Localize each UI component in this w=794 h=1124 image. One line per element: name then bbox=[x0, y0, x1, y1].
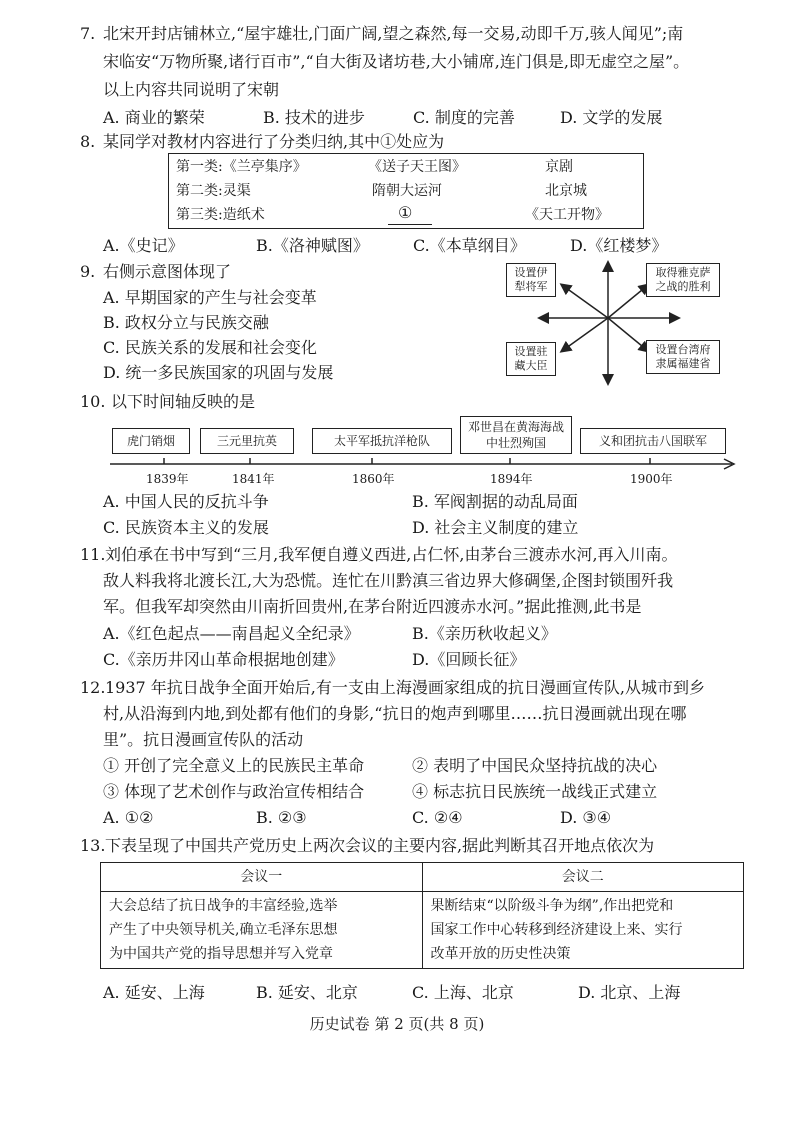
question-text: 某同学对教材内容进行了分类归纳,其中①处应为 bbox=[103, 132, 445, 151]
question-number: 12. bbox=[80, 678, 106, 697]
timeline-event: 虎门销烟 bbox=[112, 428, 190, 454]
option-c: C. 制度的完善 bbox=[413, 108, 515, 127]
option-d: D. 统一多民族国家的巩固与发展 bbox=[103, 363, 334, 382]
option-a: A. 早期国家的产生与社会变革 bbox=[103, 288, 317, 307]
question-number: 10. bbox=[80, 392, 106, 411]
timeline-year: 1860年 bbox=[352, 472, 395, 486]
diagram-node-tibet-minister: 设置驻藏大臣 bbox=[506, 342, 556, 376]
question-text: 以上内容共同说明了宋朝 bbox=[103, 80, 280, 99]
option-d: D.《红楼梦》 bbox=[570, 236, 668, 255]
diagram-node-ili-general: 设置伊犁将军 bbox=[506, 263, 556, 297]
arrow-bottom-right bbox=[608, 318, 648, 351]
category-cell: 隋朝大运河 bbox=[372, 183, 442, 199]
timeline-event: 太平军抵抗洋枪队 bbox=[312, 428, 452, 454]
option-d: D. ③④ bbox=[560, 808, 612, 827]
option-a: A.《史记》 bbox=[103, 236, 184, 255]
option-c: C.《亲历井冈山革命根据地创建》 bbox=[103, 650, 344, 669]
table-header: 会议一 bbox=[101, 863, 423, 892]
option-b: B. 政权分立与民族交融 bbox=[103, 313, 269, 332]
timeline-event: 义和团抗击八国联军 bbox=[580, 428, 726, 454]
category-cell: 第一类:《兰亭集序》 bbox=[176, 159, 307, 175]
option-d: D. 文学的发展 bbox=[560, 108, 663, 127]
meeting-1-content bbox=[101, 892, 423, 969]
question-text: 村,从沿海到内地,到处都有他们的身影,“抗日的炮声到哪里……抗日漫画就出现在哪 bbox=[103, 704, 687, 723]
blank-underline bbox=[388, 224, 432, 225]
statement-3: ③ 体现了艺术创作与政治宣传相结合 bbox=[103, 782, 365, 801]
arrow-top-right bbox=[608, 285, 648, 318]
question-text: 刘伯承在书中写到“三月,我军便自遵义西进,占仁怀,由茅台三渡赤水河,再入川南。 bbox=[105, 545, 678, 564]
question-number: 11. bbox=[80, 545, 106, 564]
cell-line: 果断结束“以阶级斗争为纲”,作出把党和 bbox=[430, 898, 674, 914]
timeline-year: 1894年 bbox=[490, 472, 533, 486]
option-a: A. 商业的繁荣 bbox=[103, 108, 205, 127]
option-b: B. 军阀割据的动乱局面 bbox=[412, 492, 578, 511]
timeline-year: 1841年 bbox=[232, 472, 275, 486]
option-d: D. 社会主义制度的建立 bbox=[412, 518, 579, 537]
timeline-year: 1839年 bbox=[146, 472, 189, 486]
category-cell: 《天工开物》 bbox=[525, 207, 609, 223]
timeline-event: 三元里抗英 bbox=[200, 428, 294, 454]
blank-marker: ① bbox=[398, 203, 413, 222]
option-b: B.《洛神赋图》 bbox=[256, 236, 369, 255]
option-b: B. 技术的进步 bbox=[263, 108, 365, 127]
question-text: 敌人料我将北渡长江,大为恐慌。连忙在川黔滇三省边界大修碉堡,企图封锁围歼我 bbox=[103, 571, 674, 590]
option-a: A. 中国人民的反抗斗争 bbox=[103, 492, 269, 511]
category-cell: 《送子天王图》 bbox=[368, 159, 466, 175]
option-b: B.《亲历秋收起义》 bbox=[412, 624, 557, 643]
statement-2: ② 表明了中国民众坚持抗战的决心 bbox=[412, 756, 658, 775]
question-number: 8. bbox=[80, 132, 96, 151]
option-c: C.《本草纲目》 bbox=[413, 236, 526, 255]
timeline-event: 邓世昌在黄海海战中壮烈殉国 bbox=[460, 416, 572, 454]
question-text: 右侧示意图体现了 bbox=[103, 262, 232, 281]
question-text: 北宋开封店铺林立,“屋宇雄壮,门面广阔,望之森然,每一交易,动即千万,骇人闻见”;南 bbox=[103, 24, 684, 43]
option-a: A. ①② bbox=[103, 808, 154, 827]
option-c: C. 上海、北京 bbox=[412, 983, 514, 1002]
cell-line: 大会总结了抗日战争的丰富经验,选举 bbox=[109, 898, 338, 914]
question-number: 9. bbox=[80, 262, 96, 281]
category-cell: 第二类:灵渠 bbox=[176, 183, 251, 199]
option-b: B. 延安、北京 bbox=[256, 983, 358, 1002]
option-b: B. ②③ bbox=[256, 808, 307, 827]
meetings-table bbox=[100, 862, 744, 969]
cell-line: 改革开放的历史性决策 bbox=[430, 946, 571, 962]
category-cell: 第三类:造纸术 bbox=[176, 207, 265, 223]
option-d: D.《回顾长征》 bbox=[412, 650, 526, 669]
arrow-top-left bbox=[562, 285, 608, 318]
option-a: A.《红色起点——南昌起义全纪录》 bbox=[103, 624, 360, 643]
question-text: 下表呈现了中国共产党历史上两次会议的主要内容,据此判断其召开地点依次为 bbox=[105, 836, 655, 855]
category-cell: 北京城 bbox=[545, 183, 587, 199]
option-d: D. 北京、上海 bbox=[578, 983, 681, 1002]
statement-1: ① 开创了完全意义上的民族民主革命 bbox=[103, 756, 365, 775]
diagram-node-yaksa-victory: 取得雅克萨之战的胜利 bbox=[646, 263, 720, 297]
statement-4: ④ 标志抗日民族统一战线正式建立 bbox=[412, 782, 658, 801]
cell-line: 为中国共产党的指导思想并写入党章 bbox=[109, 946, 333, 962]
timeline-year: 1900年 bbox=[630, 472, 673, 486]
category-cell: 京剧 bbox=[545, 159, 573, 175]
diagram-node-taiwan-prefecture: 设置台湾府隶属福建省 bbox=[646, 340, 720, 374]
option-a: A. 延安、上海 bbox=[103, 983, 205, 1002]
question-text: 以下时间轴反映的是 bbox=[111, 392, 256, 411]
question-text: 军。但我军却突然由川南折回贵州,在茅台附近四渡赤水河。”据此推测,此书是 bbox=[103, 597, 642, 616]
arrow-bottom-left bbox=[562, 318, 608, 351]
question-text: 里”。抗日漫画宣传队的活动 bbox=[103, 730, 304, 749]
option-c: C. 民族资本主义的发展 bbox=[103, 518, 269, 537]
table-header: 会议二 bbox=[422, 863, 744, 892]
cell-line: 产生了中央领导机关,确立毛泽东思想 bbox=[109, 922, 338, 938]
question-number: 7. bbox=[80, 24, 96, 43]
question-text: 1937 年抗日战争全面开始后,有一支由上海漫画家组成的抗日漫画宣传队,从城市到乡 bbox=[105, 678, 705, 697]
page-footer: 历史试卷 第 2 页(共 8 页) bbox=[309, 1015, 485, 1033]
cell-line: 国家工作中心转移到经济建设上来、实行 bbox=[430, 922, 683, 938]
option-c: C. ②④ bbox=[412, 808, 463, 827]
question-number: 13. bbox=[80, 836, 106, 855]
question-text: 宋临安“万物所聚,诸行百市”,“自大街及诸坊巷,大小铺席,连门俱是,即无虚空之屋”。 bbox=[103, 52, 690, 71]
option-c: C. 民族关系的发展和社会变化 bbox=[103, 338, 317, 357]
meeting-2-content bbox=[422, 892, 744, 969]
